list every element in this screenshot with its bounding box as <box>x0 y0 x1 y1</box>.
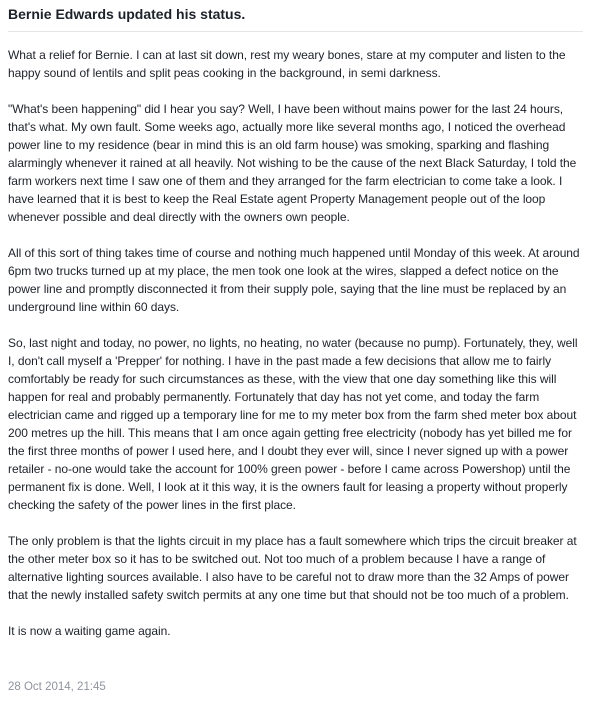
post-paragraph-3: All of this sort of thing takes time of course and nothing much happened until Monday of this week. At around 6pm two trucks turned up at my place, the men took one look at the wires, slapped a defect notice on the power line and promptly disconnected it from their supply pole, saying that the line must be replaced by an underground line within 60 days. <box>8 246 580 314</box>
header-divider <box>8 31 583 32</box>
post-paragraph-1: What a relief for Bernie. I can at last sit down, rest my weary bones, stare at my computer and listen to the happy sound of lentils and split peas cooking in the background, in semi darkness. <box>8 48 566 80</box>
post-header: Bernie Edwards updated his status. <box>8 6 246 22</box>
post-paragraph-6: It is now a waiting game again. <box>8 624 171 638</box>
post-paragraph-2: "What's been happening" did I hear you say? Well, I have been without mains power for the last 24 hours, that's what. My own fault. Some weeks ago, actually more like several months ago, I noticed the overhead power line to my residence (bear in mind this is an old farm house) was smoking, sparking and flashing alarmingly whenever it rained at all heavily. Not wishing to be the cause of the next Black Saturday, I told the farm workers next time I saw one of them and they arranged for the farm electrician to come take a look. I have learned that it is best to keep the Real Estate agent Property Management people out of the loop whenever possible and deal directly with the owners own people. <box>8 102 577 224</box>
post-paragraph-5: The only problem is that the lights circuit in my place has a fault somewhere which trips the circuit breaker at the other meter box so it has to be switched out. Not too much of a problem because I have a range of alternative lighting sources available. I also have to be careful not to draw more than the 32 Amps of power that the newly installed safety switch permits at any one time but that should not be too much of a problem. <box>8 534 577 602</box>
post-body <box>8 46 583 640</box>
post-paragraph-4: So, last night and today, no power, no lights, no heating, no water (because no pump). Fortunately, they, well I, don't call myself a 'Prepper' for nothing. I have in the past made a few decisions that allow me to fairly comfortably be ready for such circumstances as these, with the view that one day something like this will happen for real and probably permanently. Fortunately that day has not yet come, and today the farm electrician came and rigged up a temporary line for me to my meter box from the farm shed meter box about 200 metres up the hill. This means that I am once again getting free electricity (nobody has yet billed me for the first three months of power I used here, and I doubt they ever will, since I never signed up with a power retailer - no-one would take the account for 100% green power - before I came across Powershop) until the permanent fix is done. Well, I look at it this way, it is the owners fault for leasing a property without properly checking the safety of the power lines in the first place. <box>8 336 578 512</box>
post-timestamp[interactable]: 28 Oct 2014, 21:45 <box>8 681 106 693</box>
